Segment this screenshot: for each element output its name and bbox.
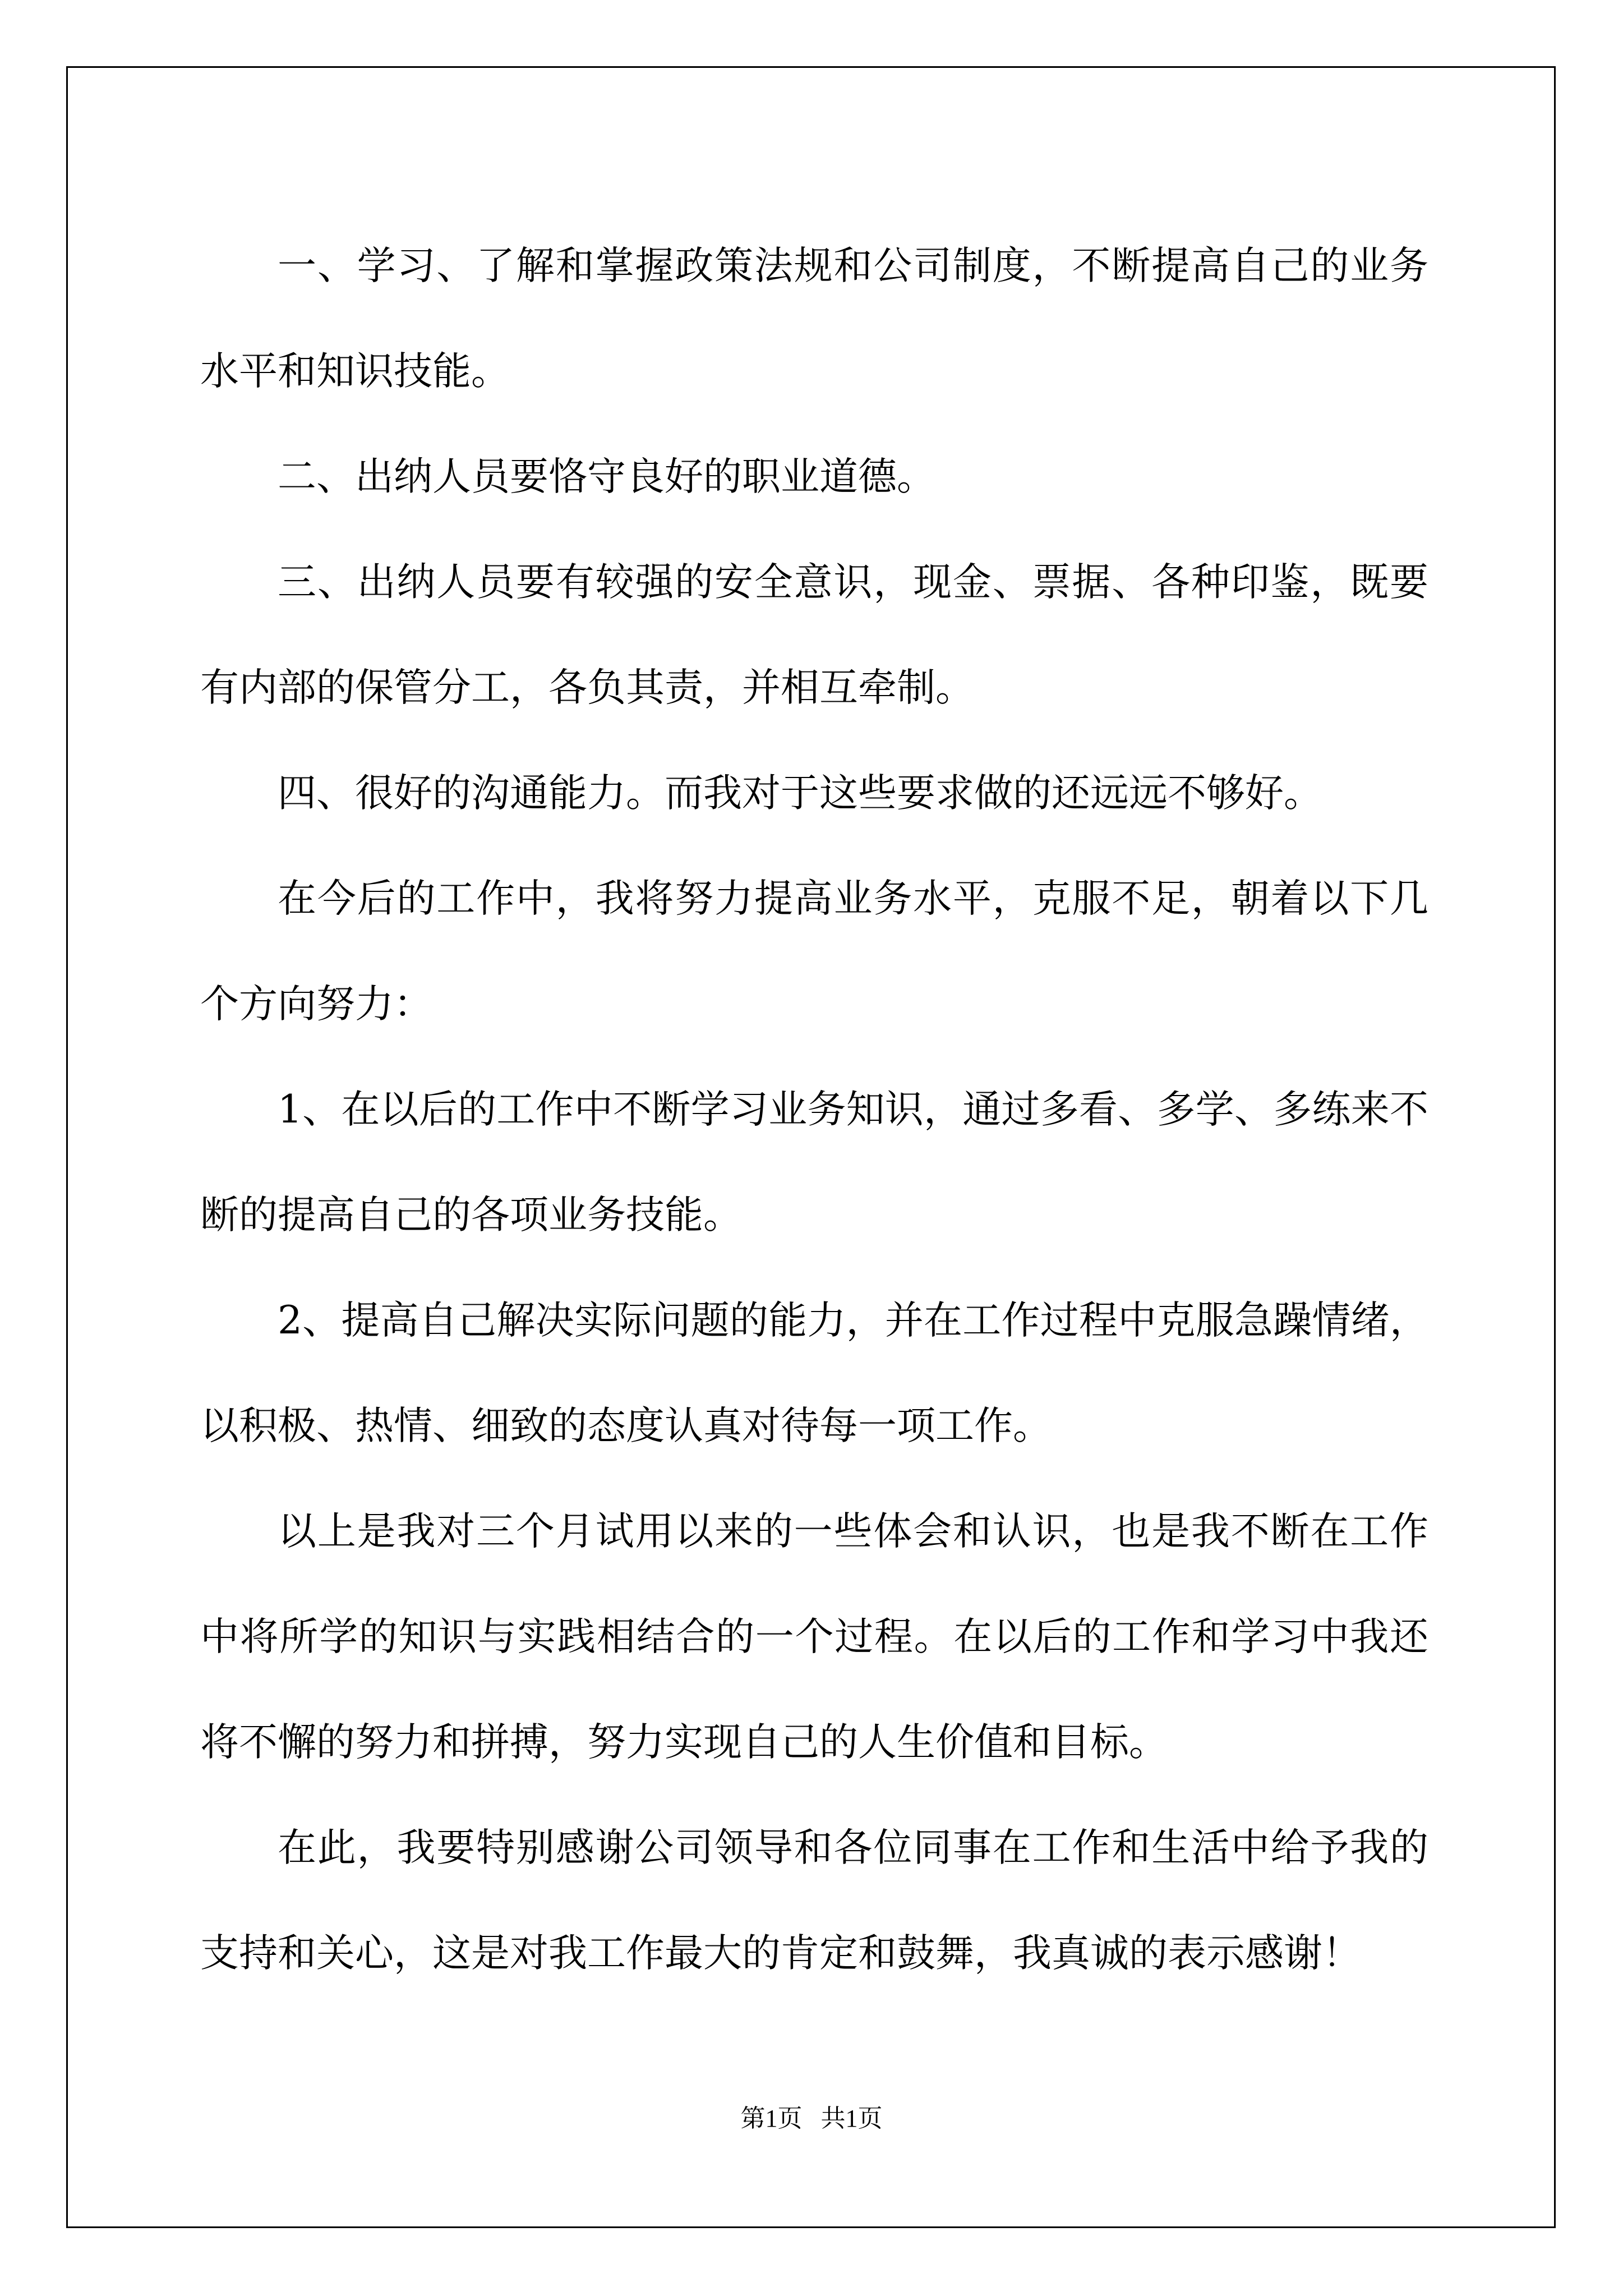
paragraph-8: 以上是我对三个月试用以来的一些体会和认识，也是我不断在工作中将所学的知识与实践相结合的一个过程。在以后的工作和学习中我还将不懈的努力和拼搏，努力实现自己的人生价值和目标。 bbox=[200, 1509, 1428, 1765]
paragraph-4: 四、很好的沟通能力。而我对于这些要求做的还远远不够好。 bbox=[278, 771, 1322, 816]
document-body bbox=[200, 213, 1428, 2006]
paragraph-3: 三、出纳人员要有较强的安全意识，现金、票据、各种印鉴，既要有内部的保管分工，各负其责，并相互牵制。 bbox=[200, 560, 1428, 710]
page-footer: 第1页 共1页 bbox=[740, 2105, 883, 2132]
paragraph-7: 2、提高自己解决实际问题的能力，并在工作过程中克服急躁情绪，以积极、热情、细致的态度认真对待每一项工作。 bbox=[200, 1298, 1428, 1448]
paragraph-9: 在此，我要特别感谢公司领导和各位同事在工作和生活中给予我的支持和关心，这是对我工作最大的肯定和鼓舞，我真诚的表示感谢！ bbox=[200, 1825, 1428, 1976]
paragraph-5: 在今后的工作中，我将努力提高业务水平，克服不足，朝着以下几个方向努力： bbox=[200, 876, 1428, 1027]
paragraph-2: 二、出纳人员要恪守良好的职业道德。 bbox=[278, 454, 935, 499]
paragraph-6: 1、在以后的工作中不断学习业务知识，通过多看、多学、多练来不断的提高自己的各项业务技能。 bbox=[200, 1087, 1428, 1237]
paragraph-1: 一、学习、了解和掌握政策法规和公司制度，不断提高自己的业务水平和知识技能。 bbox=[200, 243, 1428, 394]
